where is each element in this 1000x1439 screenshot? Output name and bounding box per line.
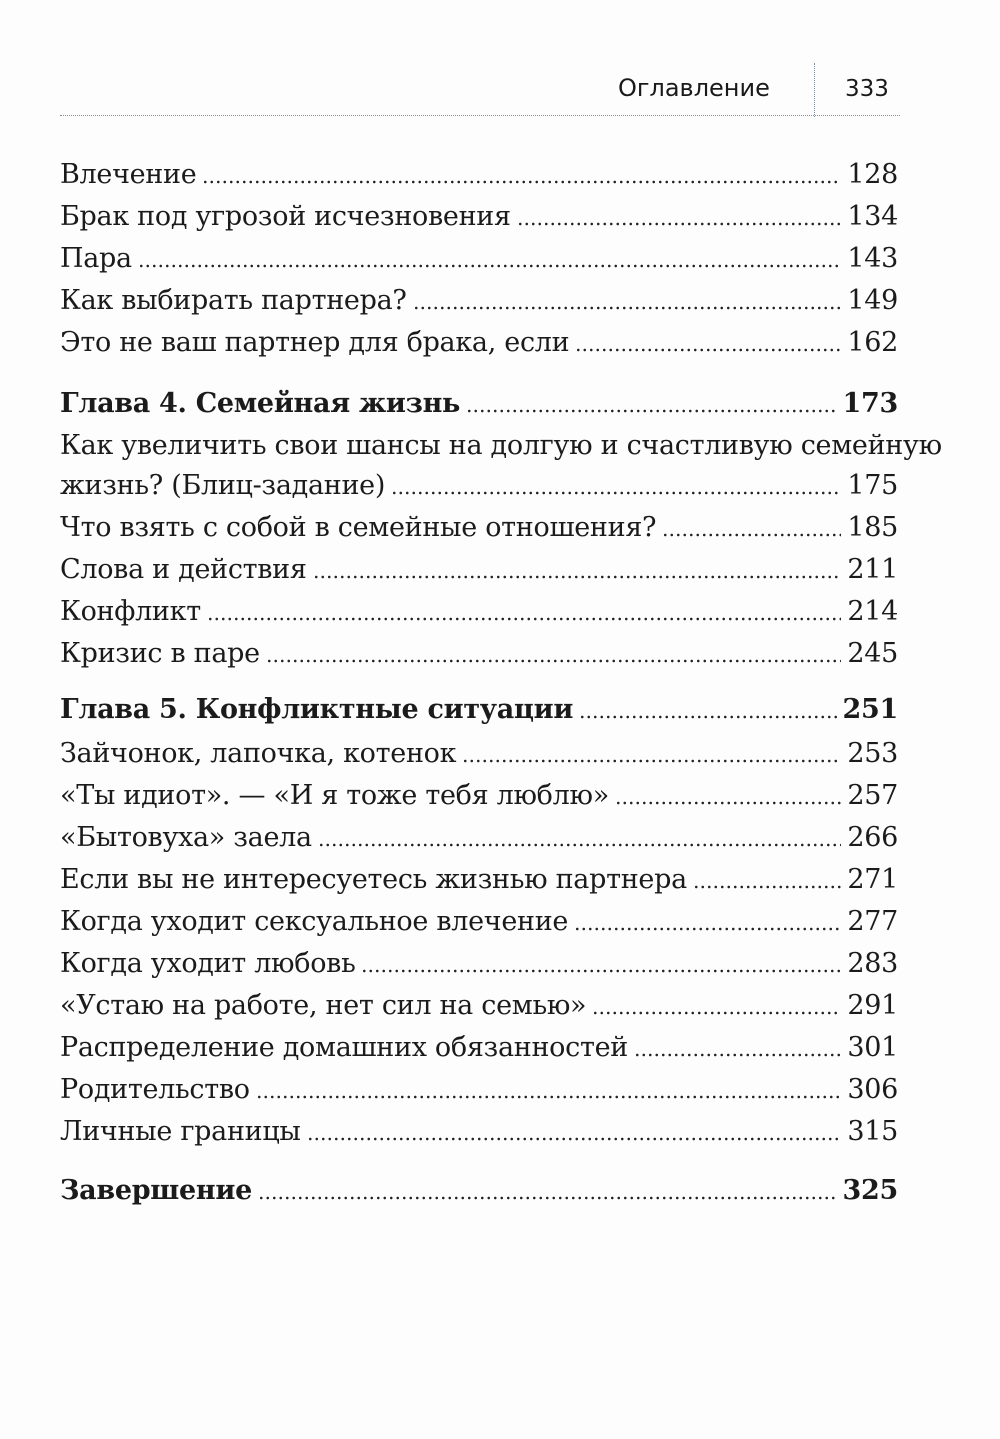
header-rule [60,115,900,116]
toc-entry-page: 306 [847,1074,898,1105]
toc-entry-title: «Устаю на работе, нет сил на семью» [60,990,587,1021]
toc-entry[interactable] [60,985,898,1027]
toc-entry[interactable] [60,465,898,507]
leader-dots [413,303,842,313]
toc-entry-title: «Ты идиот». — «И я тоже тебя люблю» [60,780,609,811]
toc-entry-page: 271 [847,864,898,895]
toc-entry-title: Когда уходит любовь [60,948,356,979]
toc-entry-title: Как выбирать партнера? [60,285,407,316]
leader-dots [466,406,836,416]
toc-entry-page: 162 [847,327,898,358]
toc-entry-page: 245 [847,638,898,669]
toc-entry[interactable] [60,1111,898,1153]
toc-entry[interactable] [60,943,898,985]
toc-entry-title: Когда уходит сексуальное влечение [60,906,569,937]
toc-entry[interactable] [60,322,898,364]
toc-entry-title: Влечение [60,159,197,190]
toc-entry-title: Родительство [60,1074,250,1105]
toc-entry-page: 266 [847,822,898,853]
leader-dots [256,1092,842,1102]
toc-entry-title: «Бытовуха» заела [60,822,312,853]
toc-entry-title: Зайчонок, лапочка, котенок [60,738,457,769]
toc-group-chapter4 [60,383,942,675]
leader-dots [615,798,841,808]
toc-entry-title: Конфликт [60,596,201,627]
toc-entry-title: Слова и действия [60,554,307,585]
leader-dots [138,261,842,271]
toc-chapter-heading[interactable] [60,383,898,425]
leader-dots [318,840,842,850]
toc-entry[interactable] [60,154,898,196]
toc-entry-title: Это не ваш партнер для брака, если [60,327,570,358]
leader-dots [266,656,842,666]
leader-dots [662,530,841,540]
toc-entry-page: 128 [847,159,898,190]
toc-entry-page: 283 [847,948,898,979]
toc-entry[interactable] [60,196,898,238]
toc-entry-page: 173 [842,388,898,419]
toc-entry-title: Если вы не интересуетесь жизнью партнера [60,864,687,895]
toc-entry-title: Распределение домашних обязанностей [60,1032,628,1063]
toc-entry-page: 315 [847,1116,898,1147]
leader-dots [391,488,841,498]
leader-dots [258,1193,837,1203]
toc-entry-page: 277 [847,906,898,937]
leader-dots [462,756,841,766]
toc-entry-page: 257 [847,780,898,811]
toc-entry-page: 325 [842,1175,898,1206]
toc-entry[interactable] [60,775,898,817]
toc-entry[interactable] [60,817,898,859]
toc-group-conclusion [60,1170,898,1214]
leader-dots [307,1134,842,1144]
toc-entry-title: Брак под угрозой исчезновения [60,201,511,232]
toc-entry-title: Что взять с собой в семейные отношения? [60,512,657,543]
toc-entry-page: 134 [847,201,898,232]
toc-chapter-heading[interactable] [60,1170,898,1212]
leader-dots [202,177,841,187]
leader-dots [575,345,841,355]
toc-group-chapter3-tail [60,154,898,364]
leader-dots [579,712,836,722]
toc-entry-page: 291 [847,990,898,1021]
toc-entry-page: 251 [842,694,898,725]
toc-entry-title: Пара [60,243,132,274]
toc-entry-title-line1[interactable]: Как увеличить свои шансы на долгую и счастливую семейную [60,430,942,461]
toc-entry-page: 253 [847,738,898,769]
toc-group-chapter5 [60,689,898,1153]
header-divider [814,63,815,117]
header-section-title: Оглавление [618,74,770,102]
toc-entry-page: 143 [847,243,898,274]
toc-entry-title: Глава 4. Семейная жизнь [60,388,461,419]
toc-entry[interactable] [60,1027,898,1069]
toc-entry-title: Глава 5. Конфликтные ситуации [60,694,574,725]
toc-chapter-heading[interactable] [60,689,898,731]
leader-dots [693,882,841,892]
leader-dots [361,966,841,976]
toc-entry[interactable] [60,591,898,633]
toc-entry[interactable] [60,1069,898,1111]
toc-entry[interactable] [60,280,898,322]
toc-entry-title: жизнь? (Блиц-задание) [60,470,386,501]
toc-entry-page: 301 [847,1032,898,1063]
leader-dots [592,1008,841,1018]
leader-dots [517,219,842,229]
toc-entry[interactable] [60,859,898,901]
toc-entry[interactable] [60,633,898,675]
leader-dots [313,572,842,582]
leader-dots [574,924,841,934]
toc-entry-title: Кризис в паре [60,638,260,669]
toc-entry-page: 211 [847,554,898,585]
toc-entry-page: 175 [847,470,898,501]
toc-entry-page: 185 [847,512,898,543]
toc-entry-page: 214 [847,596,898,627]
toc-entry[interactable] [60,238,898,280]
leader-dots [207,614,842,624]
toc-entry-title: Завершение [60,1175,252,1206]
leader-dots [634,1050,841,1060]
toc-entry-page: 149 [847,285,898,316]
header-page-number: 333 [845,76,889,102]
toc-entry[interactable] [60,507,898,549]
toc-entry[interactable] [60,549,898,591]
toc-entry[interactable] [60,901,898,943]
toc-entry[interactable] [60,733,898,775]
toc-entry-title: Личные границы [60,1116,301,1147]
